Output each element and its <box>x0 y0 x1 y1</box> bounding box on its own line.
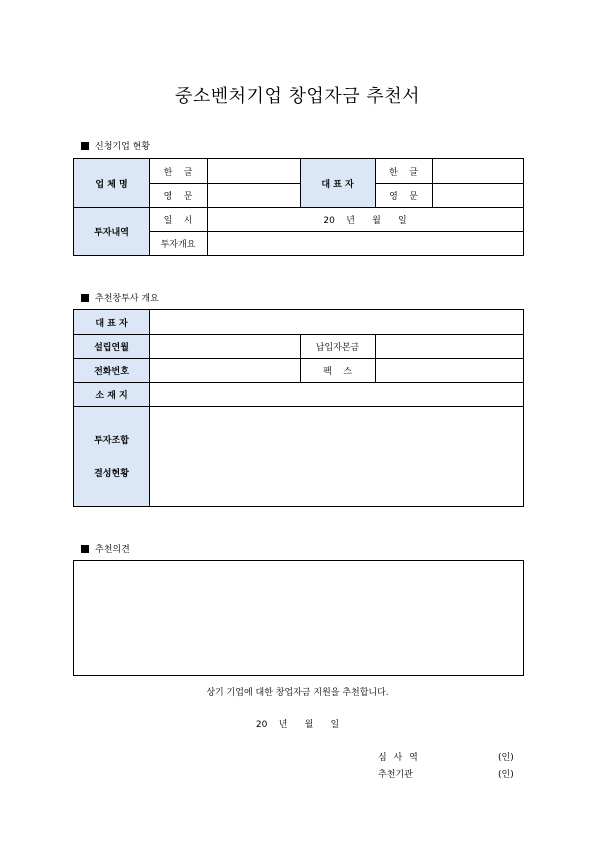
date-label: 일 시 <box>163 215 193 226</box>
section-heading-text: 추천의견 <box>95 545 130 555</box>
ceo-korean-label: 한 글 <box>389 167 418 178</box>
fund-status-label-line1: 투자조합 <box>94 436 129 446</box>
fax-label: 팩 스 <box>323 366 352 377</box>
section-heading-opinion <box>81 542 130 555</box>
divider <box>74 207 523 208</box>
ceo-english-label: 영 문 <box>389 191 418 202</box>
ceo-english-field[interactable] <box>432 183 523 207</box>
investment-date-field[interactable]: 20 년 월 일 <box>323 215 407 226</box>
reviewer-seal: (인) <box>498 753 514 763</box>
divider <box>207 159 208 255</box>
document-title: 중소벤처기업 창업자금 추천서 <box>175 86 420 107</box>
divider <box>300 159 301 207</box>
opinion-field[interactable] <box>73 560 524 676</box>
overview-label: 투자개요 <box>160 239 196 250</box>
established-field[interactable] <box>149 334 300 358</box>
investment-details-label: 투자내역 <box>74 207 149 255</box>
vc-ceo-label: 대 표 자 <box>74 310 149 334</box>
phone-label: 전화번호 <box>74 358 149 382</box>
company-korean-field[interactable] <box>207 159 300 183</box>
divider <box>432 159 433 207</box>
divider <box>375 159 376 207</box>
address-field[interactable] <box>149 382 523 406</box>
phone-field[interactable] <box>149 358 300 382</box>
paid-in-capital-field[interactable] <box>375 334 523 358</box>
divider <box>149 231 523 232</box>
vc-table <box>73 309 524 507</box>
recommender-seal: (인) <box>498 770 514 780</box>
recommendation-statement: 상기 기업에 대한 창업자금 지원을 추천합니다. <box>206 688 389 698</box>
divider <box>74 382 523 383</box>
company-english-label: 영 문 <box>163 191 193 202</box>
paid-in-capital-label: 납입자본금 <box>315 342 360 353</box>
fund-status-field[interactable] <box>149 406 523 506</box>
divider <box>74 334 523 335</box>
divider <box>74 406 523 407</box>
section-heading-text: 추천창투사 개요 <box>95 294 159 304</box>
section-heading-vc <box>81 291 159 304</box>
company-korean-label: 한 글 <box>163 167 193 178</box>
fax-field[interactable] <box>375 358 523 382</box>
vc-ceo-field[interactable] <box>149 310 523 334</box>
square-bullet-icon <box>81 545 89 553</box>
square-bullet-icon <box>81 142 89 150</box>
applicant-table <box>73 158 524 256</box>
divider <box>149 159 150 255</box>
ceo-korean-field[interactable] <box>432 159 523 183</box>
fund-status-label <box>74 406 149 506</box>
company-english-field[interactable] <box>207 183 300 207</box>
divider <box>149 183 300 184</box>
divider <box>300 334 301 382</box>
section-heading-text: 신청기업 현황 <box>95 142 151 152</box>
divider <box>375 334 376 382</box>
reviewer-label: 심 사 역 <box>378 753 420 763</box>
divider <box>375 183 523 184</box>
fund-status-label-line2: 결성현황 <box>94 469 129 479</box>
ceo-label: 대 표 자 <box>300 159 375 207</box>
square-bullet-icon <box>81 294 89 302</box>
overview-field[interactable] <box>207 231 523 255</box>
divider <box>149 310 150 506</box>
established-label: 설립연월 <box>74 334 149 358</box>
footer-date: 20 년 월 일 <box>255 720 340 730</box>
divider <box>74 358 523 359</box>
company-name-label: 업 체 명 <box>74 159 149 207</box>
section-heading-applicant <box>81 139 150 152</box>
recommender-label: 추천기관 <box>378 770 413 780</box>
address-label: 소 재 지 <box>74 382 149 406</box>
